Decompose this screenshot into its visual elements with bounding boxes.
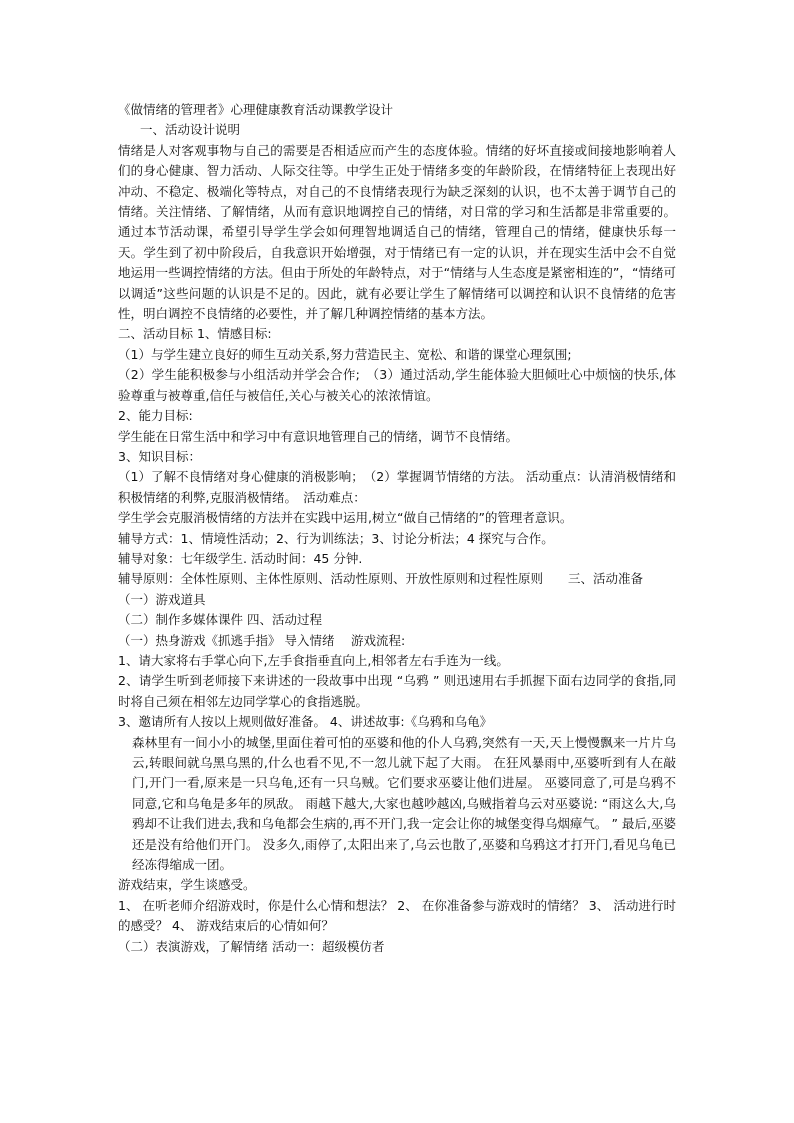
knowledge-text: （1）了解不良情绪对身心健康的消极影响； （2）掌握调节情绪的方法。 活动重点：认清消极情绪和积极情绪的利弊,克服消极情绪。 活动难点： [118, 469, 676, 505]
document-body [118, 100, 676, 957]
section-heading-design: 一、活动设计说明 [140, 122, 241, 138]
document-title: 《做情绪的管理者》心理健康教育活动课教学设计 [118, 102, 394, 117]
design-paragraph: 情绪是人对客观事物与自己的需要是否相适应而产生的态度体验。情绪的好坏直接或间接地影响着人们的身心健康、智力活动、人际交往等。中学生正处于情绪多变的年龄阶段，在情绪特征上表现出好冲动、不稳定、极端化等特点，对自己的不良情绪表现行为缺乏深刻的认识，也不太善于调节自己的情绪。关注情绪、了解情绪，从而有意识地调控自己的情绪，对日常的学习和生活都是非常重要的。通过本节活动课，希望引导学生学会如何理智地调适自己的情绪，管理自己的情绪，健康快乐每一天。学生到了初中阶段后，自我意识开始增强，对于情绪已有一定的认识，并在现实生活中会不自觉地运用一些调控情绪的方法。但由于所处的年龄特点，对于“情绪与人生态度是紧密相连的”，“情绪可以调适”这些问题的认识是不足的。因此，就有必要让学生了解情绪可以调控和认识不良情绪的危害性，明白调控不良情绪的必要性，并了解几种调控情绪的基本方法。 [118, 142, 676, 322]
ability-heading: 2、能力目标: [118, 408, 193, 424]
game-step-3: 3、邀请所有人按以上规则做好准备。 4、讲述故事:《乌鸦和乌龟》 [118, 714, 493, 730]
principles-text: 辅导原则：全体性原则、主体性原则、活动性原则、开放性原则和过程性原则 三、活动准备 [118, 571, 644, 587]
goal-item-1: （1）与学生建立良好的师生互动关系,努力营造民主、宽松、和谐的课堂心理氛围; [118, 346, 572, 362]
methods-text: 辅导方式：1、情境性活动；2、行为训练法；3、讨论分析法；4 探究与合作。 [118, 530, 554, 546]
game-step-1: 1、请大家将右手掌心向下,左手食指垂直向上,相邻者左右手连为一线。 [118, 652, 509, 668]
section-heading-performance: （二）表演游戏，了解情绪 活动一：超级模仿者 [118, 938, 385, 954]
prep-item-1: （一）游戏道具 [118, 591, 206, 607]
section-heading-goals: 二、活动目标 1、情感目标: [118, 326, 272, 342]
questions-text: 1、 在听老师介绍游戏时，你是什么心情和想法？ 2、 在你准备参与游戏时的情绪？ 3、 活动进行时的感受？ 4、 游戏结束后的心情如何？ [118, 897, 676, 934]
game-step-2: 2、请学生听到老师接下来讲述的一段故事中出现 “乌鸦 ” 则迅速用右手抓握下面右边同学的食指,同时将自己须在相邻左边同学掌心的食指逃脱。 [118, 673, 676, 709]
game-end-text: 游戏结束，学生谈感受。 [118, 877, 256, 893]
story-paragraph: 森林里有一间小小的城堡,里面住着可怕的巫婆和他的仆人乌鸦,突然有一天,天上慢慢飘来一片片乌云,转眼间就乌黑乌黑的,什么也看不见,不一忽儿就下起了大雨。 在狂风暴雨中,巫婆听到有人在敲门,开门一看,原来是一只乌龟,还有一只乌贼。它们要求巫婆让他们进屋。 巫婆同意了,可是乌鸦不同意,它和乌龟是多年的夙敌。 雨越下越大,大家也越吵越凶,乌贼指着乌云对巫婆说: “雨这么大,乌鸦却不让我们进去,我和乌龟都会生病的,再不开门,我一定会让你的城堡变得乌烟瘴气。 ” 最后,巫婆还是没有给他们开门。 没多久,雨停了,太阳出来了,乌云也散了,巫婆和乌鸦这才打开门,看见乌龟已经冻得缩成一团。 [132, 734, 676, 873]
knowledge-heading: 3、知识目标： [118, 448, 201, 464]
game-heading: （一）热身游戏《抓逃手指》 导入情绪 游戏流程: [118, 632, 406, 648]
ability-text: 学生能在日常生活中和学习中有意识地管理自己的情绪，调节不良情绪。 [118, 428, 519, 444]
difficulty-text: 学生学会克服消极情绪的方法并在实践中运用,树立“做自己情绪的”的管理者意识。 [118, 510, 573, 526]
audience-text: 辅导对象：七年级学生. 活动时间：45 分钟. [118, 550, 363, 566]
goal-item-2: （2）学生能积极参与小组活动并学会合作; （3）通过活动,学生能体验大胆倾吐心中烦恼的快乐,体验尊重与被尊重,信任与被信任,关心与被关心的浓浓情谊。 [118, 367, 676, 403]
prep-item-2: （二）制作多媒体课件 四、活动过程 [118, 612, 322, 628]
